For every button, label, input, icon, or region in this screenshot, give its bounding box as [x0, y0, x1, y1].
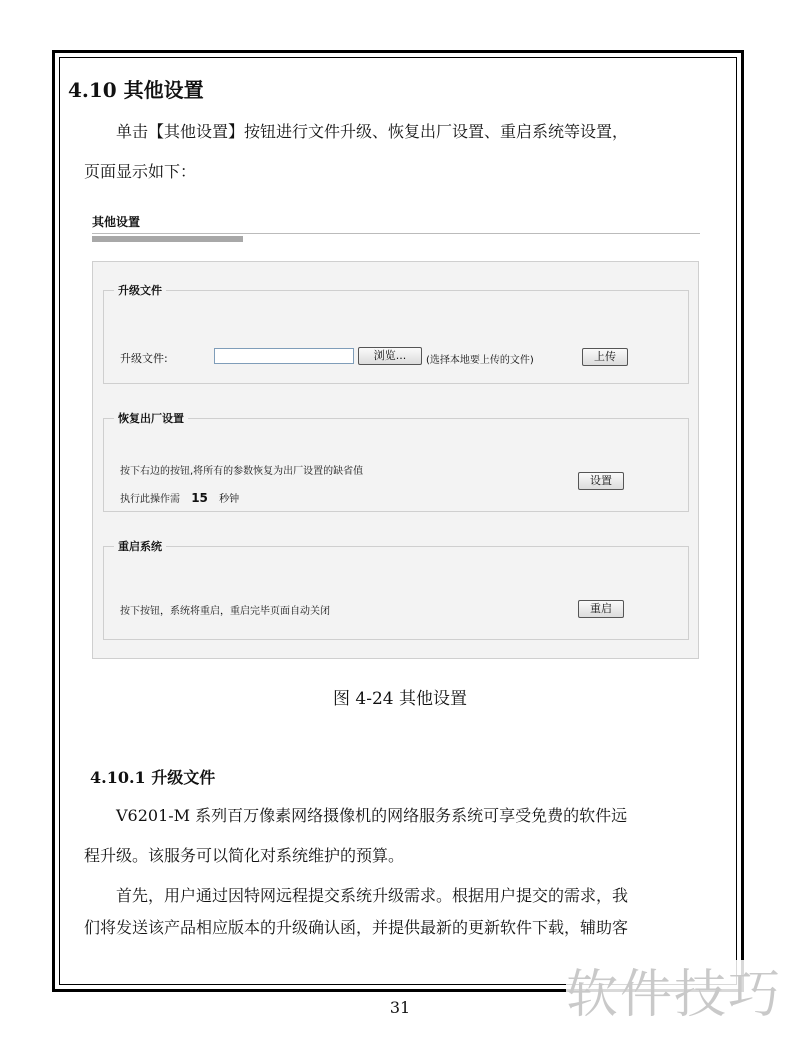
intro-line-1: 单击【其他设置】按钮进行文件升级、恢复出厂设置、重启系统等设置， [116, 122, 629, 141]
intro-line-2: 页面显示如下： [84, 162, 197, 181]
settings-screenshot [92, 213, 702, 663]
paragraph-2-line-2: 们将发送该产品相应版本的升级确认函，并提供最新的更新软件下载，辅助客 [84, 918, 629, 937]
upgrade-legend: 升级文件 [118, 284, 162, 297]
upload-button[interactable]: 上传 [582, 348, 628, 366]
paragraph-1-line-2: 程升级。该服务可以简化对系统维护的预算。 [84, 846, 405, 865]
factory-reset-button[interactable]: 设置 [578, 472, 624, 490]
paragraph-2-clip [84, 912, 726, 942]
factory-reset-group [103, 410, 689, 512]
reboot-group [103, 538, 689, 640]
factory-reset-description: 按下右边的按钮,将所有的参数恢复为出厂设置的缺省值 [120, 466, 364, 477]
settings-page-title: 其他设置 [92, 215, 141, 229]
duration-prefix: 执行此操作需 [120, 494, 180, 505]
figure-caption: 图 4-24 其他设置 [333, 689, 467, 709]
page-number: 31 [389, 998, 411, 1017]
section-title: 4.10 其他设置 [68, 78, 204, 102]
reboot-description: 按下按钮，系统将重启，重启完毕页面自动关闭 [120, 606, 330, 617]
upgrade-file-label: 升级文件: [120, 352, 168, 365]
paragraph-2-line-1: 首先，用户通过因特网远程提交系统升级需求。根据用户提交的需求，我 [116, 886, 629, 905]
paragraph-1-line-1: V6201-M 系列百万像素网络摄像机的网络服务系统可享受免费的软件远 [116, 806, 628, 825]
factory-reset-duration [120, 490, 239, 505]
subsection-title: 4.10.1 升级文件 [90, 768, 216, 787]
upgrade-group [103, 282, 689, 384]
duration-seconds: 15 [191, 491, 208, 505]
duration-suffix: 秒钟 [219, 494, 240, 505]
reboot-legend: 重启系统 [118, 540, 162, 553]
section-intro [68, 72, 728, 192]
watermark-text: 软件技巧 [566, 960, 794, 1030]
upgrade-hint: (选择本地要上传的文件) [426, 355, 534, 366]
reboot-button[interactable]: 重启 [578, 600, 624, 618]
title-accent-bar [92, 236, 243, 242]
browse-button[interactable]: 浏览... [358, 347, 422, 365]
factory-reset-legend: 恢复出厂设置 [118, 412, 184, 425]
upgrade-file-input[interactable] [214, 348, 354, 364]
settings-panel [92, 261, 699, 659]
title-divider [92, 233, 700, 234]
